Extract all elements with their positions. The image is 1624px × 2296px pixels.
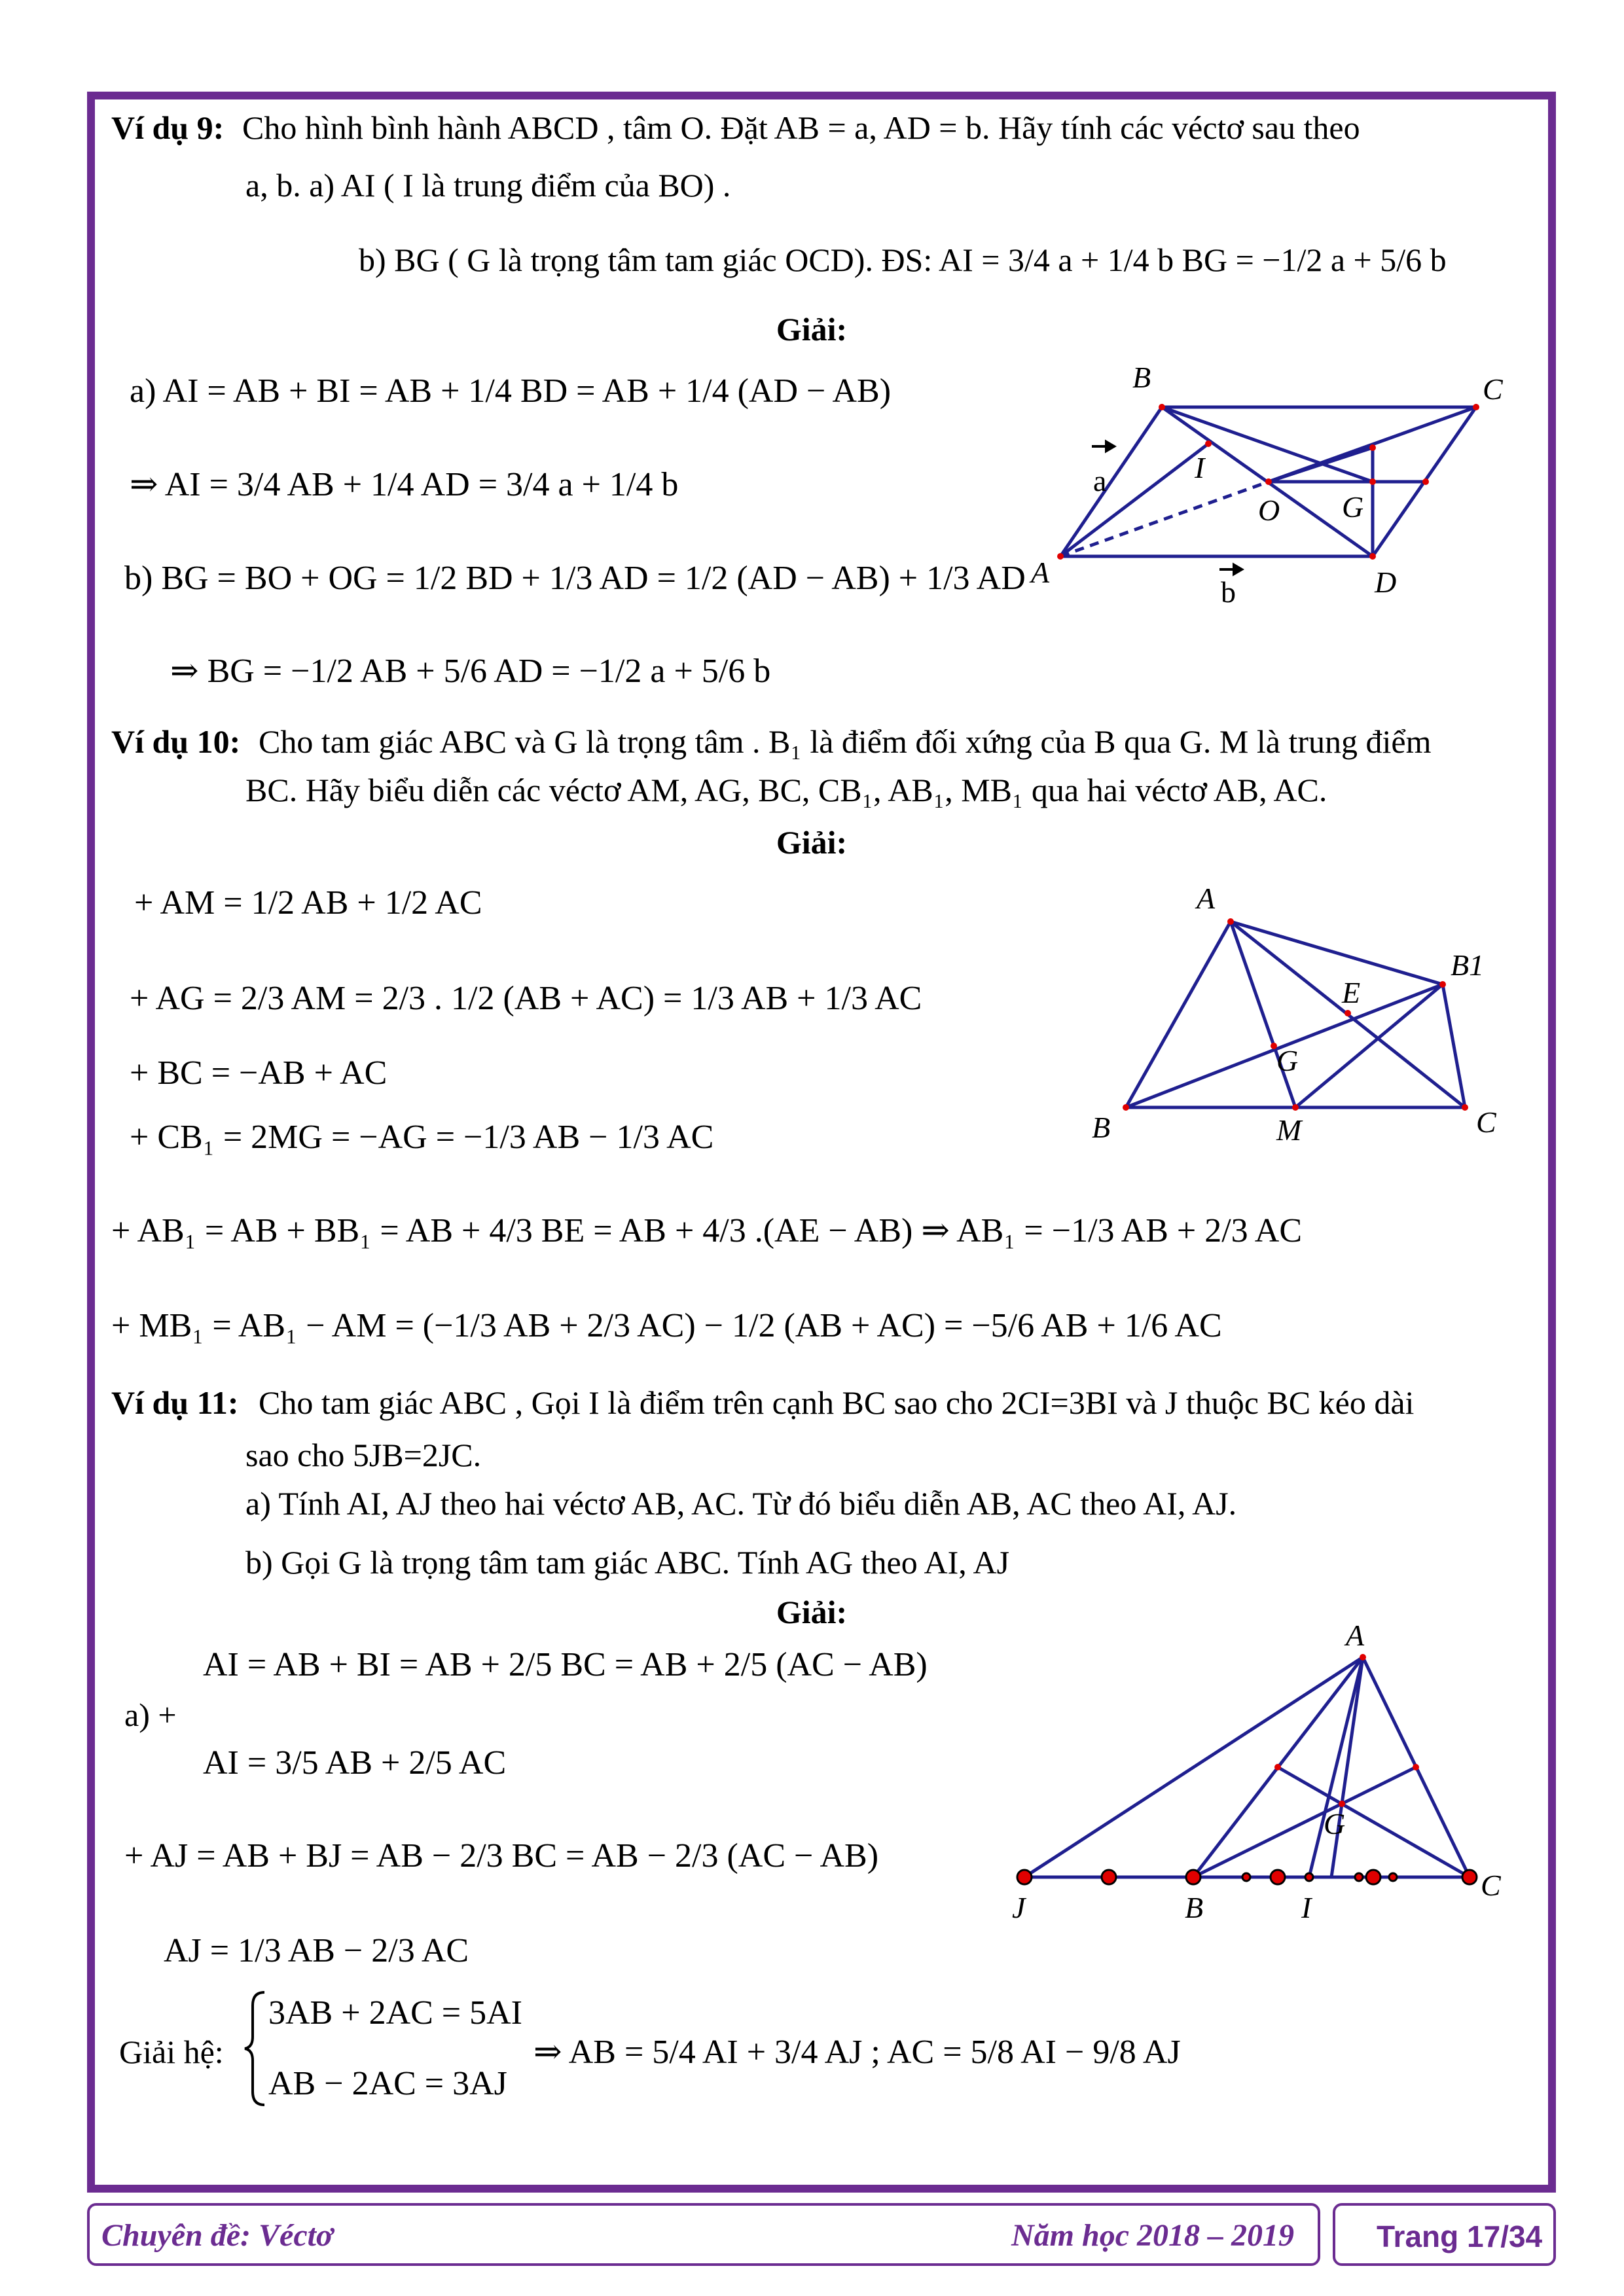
label-C: C (1481, 1869, 1501, 1902)
ex11-sol-1: AI = AB + BI = AB + 2/5 BC = AB + 2/5 (AC − AB) (203, 1646, 928, 1683)
ex9-sol-3: b) BG = BO + OG = 1/2 BD + 1/3 AD = 1/2 (AD − AB) + 1/3 AD (124, 560, 1026, 597)
ex10-sol-4: + CB₁ = 2MG = −AG = −1/3 AB − 1/3 AC (130, 1119, 714, 1156)
mid-AC (1413, 1764, 1419, 1770)
point-C (1473, 404, 1479, 410)
ex11-statement: Cho tam giác ABC , Gọi I là điểm trên cạnh BC sao cho 2CI=3BI và J thuộc BC kéo dài (259, 1384, 1415, 1421)
ex10-sol-2: + AG = 2/3 AM = 2/3 . 1/2 (AB + AC) = 1/3 AB + 1/3 AC (130, 980, 922, 1017)
ex11-sol-4: AJ = 1/3 AB − 2/3 AC (164, 1932, 469, 1969)
label-B: B (1092, 1111, 1111, 1144)
ex10-solution-label: Giải: (776, 824, 848, 861)
point-I (1305, 1873, 1313, 1881)
ex10-line2: BC. Hãy biểu diễn các véctơ AM, AG, BC, CB₁, AB₁, MB₁ qua hai véctơ AB, AC. (245, 772, 1327, 808)
ex11-sol-a-label: a) + (124, 1696, 177, 1733)
point-P2 (1355, 1873, 1363, 1881)
footer-topic: Chuyên đề: Véctơ (101, 2218, 333, 2253)
label-a: a (1093, 464, 1107, 497)
seg-MB1 (1295, 984, 1443, 1107)
point-C (1462, 1104, 1468, 1111)
ex10-sol-3: + BC = −AB + AC (130, 1054, 388, 1092)
label-B: B (1132, 361, 1151, 394)
ex11-figure (988, 1619, 1525, 1931)
point-R (1366, 1870, 1380, 1884)
seg-CB1 (1443, 984, 1465, 1107)
label-C: C (1476, 1105, 1496, 1139)
label-D: D (1375, 565, 1397, 599)
footer-year: Năm học 2018 – 2019 (1011, 2218, 1294, 2253)
ex11-system-label: Giải hệ: (119, 2034, 224, 2070)
point-A (1227, 918, 1234, 925)
point-H (1422, 478, 1429, 485)
point-O (1265, 478, 1272, 485)
ex11-solution-label: Giải: (776, 1594, 848, 1630)
ex11-part-a: a) Tính AI, AJ theo hai véctơ AB, AC. Từ đó biểu diễn AB, AC theo AI, AJ. (245, 1485, 1237, 1522)
label-A: A (1197, 882, 1216, 915)
ex9-sol-1: a) AI = AB + BI = AB + 1/4 BD = AB + 1/4 (AD − AB) (130, 372, 892, 410)
point-D (1369, 553, 1376, 560)
seg-BG (1162, 407, 1373, 482)
ex11-system-eq1: 3AB + 2AC = 5AI (268, 1994, 522, 2032)
ex11-line2: sao cho 5JB=2JC. (245, 1437, 482, 1473)
label-J: J (1012, 1891, 1026, 1924)
label-b: b (1221, 575, 1236, 609)
ex9-solution-label: Giải: (776, 311, 848, 348)
point-G (1339, 1801, 1345, 1807)
ex9-sol-2: ⇒ AI = 3/4 AB + 1/4 AD = 3/4 a + 1/4 b (130, 466, 679, 503)
label-B1: B1 (1451, 948, 1485, 982)
ex11-sol-3: + AJ = AB + BJ = AB − 2/3 BC = AB − 2/3 (AC − AB) (124, 1837, 879, 1874)
point-E (1344, 1010, 1351, 1016)
seg-AO (1060, 482, 1269, 556)
label-G: G (1342, 490, 1364, 524)
ex11-sol-2: AI = 3/5 AB + 2/5 AC (203, 1744, 507, 1782)
point-I (1205, 440, 1212, 447)
point-G (1369, 478, 1376, 485)
point-K (1102, 1870, 1116, 1884)
point-Q (1271, 1870, 1285, 1884)
point-M (1292, 1104, 1299, 1111)
label-G: G (1324, 1807, 1346, 1840)
median-AM (1231, 922, 1295, 1107)
point-B (1159, 404, 1165, 410)
label-I: I (1301, 1891, 1312, 1924)
label-B: B (1185, 1891, 1204, 1924)
ex10-statement: Cho tam giác ABC và G là trọng tâm . B₁ là điểm đối xứng của B qua G. M là trung điểm (259, 723, 1432, 760)
mid-AB (1274, 1764, 1281, 1770)
point-J (1017, 1870, 1032, 1884)
point-E (1369, 444, 1376, 451)
ex11-system-eq2: AB − 2AC = 3AJ (268, 2065, 507, 2102)
ex10-sol-1: + AM = 1/2 AB + 1/2 AC (134, 884, 482, 922)
label-A: A (1346, 1619, 1365, 1652)
ex10-sol-5: + AB₁ = AB + BB₁ = AB + 4/3 BE = AB + 4/3 .(AE − AB) ⇒ AB₁ = −1/3 AB + 2/3 AC (111, 1212, 1303, 1249)
ex10-title: Ví dụ 10: (111, 723, 241, 760)
edge-AB (1060, 407, 1162, 556)
footer-page-number: Trang 17/34 (1377, 2219, 1543, 2253)
label-E: E (1342, 976, 1361, 1009)
label-C: C (1483, 372, 1503, 406)
ex9-title: Ví dụ 9: (111, 109, 225, 146)
point-B (1123, 1104, 1129, 1111)
label-O: O (1258, 493, 1280, 527)
ex9-line2: a, b. a) AI ( I là trung điểm của BO) . (245, 167, 731, 204)
ex11-part-b: b) Gọi G là trọng tâm tam giác ABC. Tính AG theo AI, AJ (245, 1544, 1010, 1581)
label-A: A (1031, 556, 1050, 589)
ex9-line3: b) BG ( G là trọng tâm tam giác OCD). ĐS: AI = 3/4 a + 1/4 b BG = −1/2 a + 5/6 b (359, 242, 1447, 278)
edge-AB1 (1231, 922, 1443, 984)
point-A (1057, 553, 1064, 560)
label-I: I (1195, 451, 1205, 484)
ex9-statement: Cho hình bình hành ABCD , tâm O. Đặt AB = a, AD = b. Hãy tính các véctơ sau theo (242, 109, 1360, 146)
point-A (1360, 1654, 1366, 1660)
ex10-sol-6: + MB₁ = AB₁ − AM = (−1/3 AB + 2/3 AC) − 1/2 (AB + AC) = −5/6 AB + 1/6 AC (111, 1307, 1222, 1344)
ex9-sol-4: ⇒ BG = −1/2 AB + 5/6 AD = −1/2 a + 5/6 b (170, 653, 771, 690)
ex10-figure (1080, 877, 1496, 1152)
seg-AJ (1024, 1657, 1363, 1877)
ex11-title: Ví dụ 11: (111, 1384, 239, 1421)
point-B (1186, 1870, 1200, 1884)
point-C (1462, 1870, 1477, 1884)
ex9-figure (1021, 361, 1519, 615)
label-M: M (1276, 1113, 1302, 1147)
ex11-system-result: ⇒ AB = 5/4 AI + 3/4 AJ ; AC = 5/8 AI − 9/8 AJ (533, 2034, 1181, 2071)
seg-AI (1060, 444, 1208, 556)
system-brace (242, 1990, 268, 2108)
edge-AB (1126, 922, 1231, 1107)
label-G: G (1276, 1044, 1299, 1077)
point-P1 (1242, 1873, 1250, 1881)
point-P3 (1389, 1873, 1397, 1881)
point-B1 (1439, 981, 1446, 988)
